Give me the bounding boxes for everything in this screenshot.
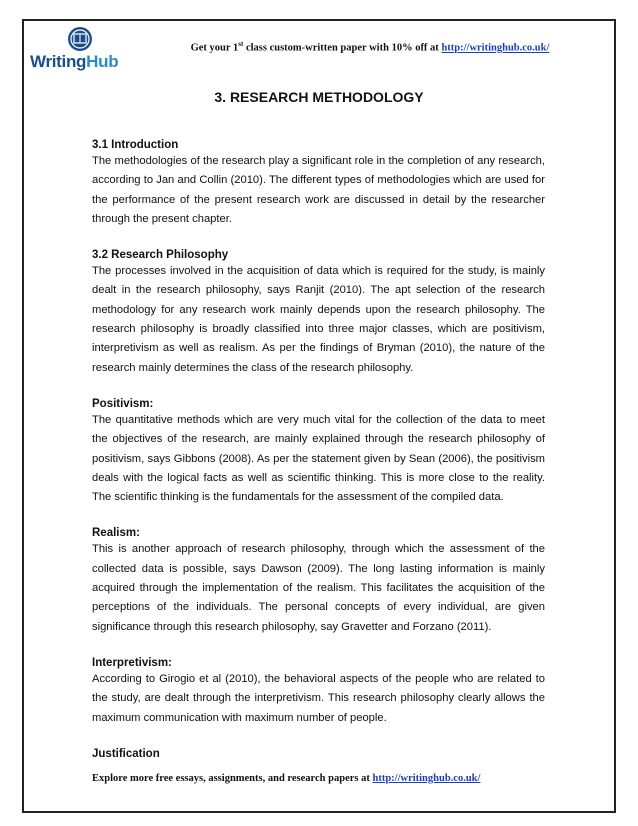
paragraph-introduction: The methodologies of the research play a significant role in the completion of any research, according to Jan and Collin (2010). The different types of methodologies which are used for the performance of the present research work are discussed in detail by the researcher through the present chapter.	[92, 155, 545, 225]
section-heading-justification: Justification	[92, 747, 160, 760]
footer-promo-banner	[92, 773, 552, 784]
footer-link[interactable]: http://writinghub.co.uk/	[372, 773, 481, 784]
writinghub-logo[interactable]	[30, 26, 122, 74]
paragraph-research-philosophy: The processes involved in the acquisition of data which is required for the study, is mainly dealt in the research philosophy, says Ranjit (2010). The apt selection of the research methodology for any research work mainly depends upon the research philosophy. The research philosophy is broadly classified into three major classes, which are positivism, interpretivism as well as realism. As per the findings of Bryman (2010), the nature of the research mainly determines the class of the research philosophy.	[92, 265, 545, 374]
document-body	[92, 138, 545, 761]
logo-text-hub: Hub	[86, 52, 119, 71]
section-heading-realism: Realism:	[92, 527, 140, 540]
banner-text-pre: Get your 1	[190, 42, 239, 54]
paragraph-realism: This is another approach of research philosophy, through which the assessment of the collected data is possible, says Dawson (2009). The long lasting information is mainly acquired through the implementation of the realism. This facilitates the acquisition of the perceptions of the individuals. The personal concepts of every individual, are given significance through this research philosophy, say Gravetter and Forzano (2011).	[92, 543, 545, 633]
paragraph-interpretivism: According to Girogio et al (2010), the behavioral aspects of the people who are related to the study, are dealt through the interpretivism. This research philosophy clearly allows the maximum communication with maximum number of people.	[92, 672, 545, 724]
top-promo-banner	[150, 40, 590, 54]
section-heading-positivism: Positivism:	[92, 397, 154, 410]
banner-superscript: st	[238, 40, 244, 48]
chapter-title: 3. RESEARCH METHODOLOGY	[214, 89, 424, 105]
logo-emblem-icon	[30, 26, 122, 54]
footer-text: Explore more free essays, assignments, and research papers at	[92, 773, 373, 784]
paragraph-positivism: The quantitative methods which are very much vital for the collection of the data to meet the objectives of the research, are mainly explained through the research philosophy of positivism, says Gibbons (2008). As per the statement given by Sean (2006), the positivism deals with the logical facts as well as scientific thinking. This is more close to the reality. The scientific thinking is the fundamentals for the assessment of the compiled data.	[92, 413, 545, 504]
logo-text-writing: Writing	[30, 52, 87, 71]
banner-link[interactable]: http://writinghub.co.uk/	[441, 42, 550, 54]
logo-wordmark	[30, 52, 140, 72]
section-heading-interpretivism: Interpretivism:	[92, 656, 172, 669]
section-heading-research-philosophy: 3.2 Research Philosophy	[92, 249, 229, 262]
banner-text-post: class custom-written paper with 10% off at	[243, 42, 442, 54]
section-heading-introduction: 3.1 Introduction	[92, 139, 179, 151]
